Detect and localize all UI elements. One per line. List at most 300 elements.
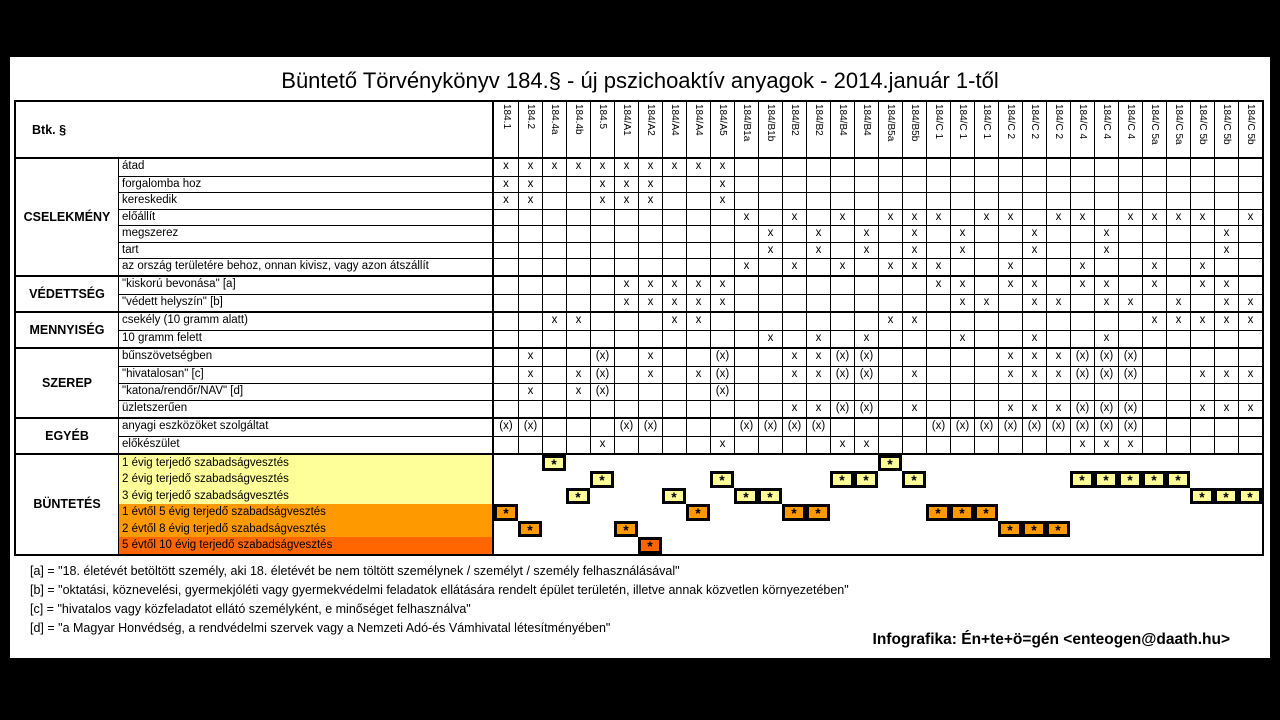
data-cell: [1070, 488, 1094, 505]
data-cell: [1022, 504, 1046, 521]
data-cell: [494, 349, 518, 366]
data-cell: x: [1022, 367, 1046, 383]
row-label: előkészület: [119, 437, 494, 453]
data-cell: [1166, 367, 1190, 383]
data-cell: [494, 401, 518, 417]
row-label: 1 évig terjedő szabadságvesztés: [119, 455, 494, 472]
data-cell: x: [1094, 277, 1118, 294]
data-cell: [998, 471, 1022, 488]
data-cell: [902, 331, 926, 347]
data-cell: [878, 401, 902, 417]
data-cell: [902, 419, 926, 436]
data-cell: [1214, 537, 1238, 554]
data-cell: (x): [1118, 419, 1142, 436]
data-cell: [974, 243, 998, 259]
row-cells: [494, 277, 1262, 294]
data-cell: [1070, 193, 1094, 209]
data-cell: [494, 295, 518, 311]
data-cell: x: [1238, 401, 1262, 417]
punishment-cell: *: [782, 504, 806, 521]
data-cell: x: [806, 243, 830, 259]
data-cell: [998, 537, 1022, 554]
data-cell: [590, 419, 614, 436]
data-cell: x: [1070, 259, 1094, 275]
data-cell: [542, 367, 566, 383]
data-cell: [614, 437, 638, 453]
data-cell: [710, 259, 734, 275]
data-cell: [1142, 455, 1166, 472]
column-header: 184.1: [501, 104, 512, 130]
column-header: 184/B1b: [758, 102, 782, 157]
data-cell: [686, 226, 710, 242]
data-cell: [566, 537, 590, 554]
data-cell: [1190, 226, 1214, 242]
data-cell: [1094, 384, 1118, 400]
data-cell: [1166, 437, 1190, 453]
data-cell: [1238, 193, 1262, 209]
data-cell: x: [662, 277, 686, 294]
row-label: megszerez: [119, 226, 494, 242]
data-cell: [1094, 210, 1118, 226]
data-cell: [1142, 419, 1166, 436]
data-cell: x: [590, 177, 614, 193]
data-cell: x: [1094, 295, 1118, 311]
data-cell: [998, 243, 1022, 259]
data-cell: [566, 295, 590, 311]
data-cell: [542, 295, 566, 311]
data-cell: [566, 243, 590, 259]
row-label: "katona/rendőr/NAV" [d]: [119, 384, 494, 400]
data-cell: [758, 177, 782, 193]
footnote-line-b: [b] = "oktatási, köznevelési, gyermekjóléti vagy gyermekvédelmi feladatok ellátására rendelt épület területén, illetve annak közvetlen környezetében": [30, 583, 849, 597]
data-cell: [1190, 437, 1214, 453]
row-cells: [494, 313, 1262, 330]
data-cell: [782, 471, 806, 488]
punishment-cell: *: [830, 471, 854, 488]
data-cell: [950, 537, 974, 554]
row-cells: [494, 437, 1262, 453]
data-cell: [974, 384, 998, 400]
data-cell: x: [542, 313, 566, 330]
data-cell: x: [662, 159, 686, 176]
data-cell: [1070, 504, 1094, 521]
data-cell: x: [1190, 401, 1214, 417]
data-cell: x: [638, 295, 662, 311]
data-cell: [542, 226, 566, 242]
data-cell: x: [1214, 243, 1238, 259]
group-rows: [119, 277, 1262, 311]
data-cell: [758, 313, 782, 330]
data-cell: [878, 488, 902, 505]
data-cell: [638, 243, 662, 259]
data-cell: [998, 313, 1022, 330]
data-cell: [734, 537, 758, 554]
data-cell: [566, 259, 590, 275]
punishment-cell: *: [1190, 488, 1214, 505]
data-cell: [782, 277, 806, 294]
data-cell: [1166, 455, 1190, 472]
data-cell: x: [710, 295, 734, 311]
data-cell: [926, 243, 950, 259]
row-cells: [494, 210, 1262, 226]
data-cell: [710, 401, 734, 417]
group-rows: [119, 419, 1262, 453]
data-cell: [566, 277, 590, 294]
data-cell: [878, 471, 902, 488]
data-cell: [1070, 313, 1094, 330]
row-label: csekély (10 gramm alatt): [119, 313, 494, 330]
data-cell: [542, 521, 566, 538]
data-cell: [590, 277, 614, 294]
data-cell: [1094, 177, 1118, 193]
data-cell: [494, 277, 518, 294]
data-cell: [1142, 243, 1166, 259]
data-cell: x: [1046, 401, 1070, 417]
data-cell: [494, 259, 518, 275]
table-row: [119, 313, 1262, 330]
data-cell: [638, 455, 662, 472]
data-cell: [614, 243, 638, 259]
data-cell: [518, 401, 542, 417]
data-cell: [494, 243, 518, 259]
data-cell: [590, 243, 614, 259]
data-cell: [878, 295, 902, 311]
data-cell: [734, 521, 758, 538]
punishment-cell: *: [806, 504, 830, 521]
column-header: 184/B4: [830, 102, 854, 157]
data-cell: [566, 471, 590, 488]
data-cell: [1118, 504, 1142, 521]
data-cell: x: [854, 243, 878, 259]
data-cell: [1214, 504, 1238, 521]
column-header: 184/C 5a: [1166, 102, 1190, 157]
data-cell: [710, 488, 734, 505]
data-cell: [1046, 437, 1070, 453]
data-cell: [782, 437, 806, 453]
data-cell: [1238, 177, 1262, 193]
data-cell: [1118, 243, 1142, 259]
data-cell: x: [806, 331, 830, 347]
data-cell: [1166, 349, 1190, 366]
data-cell: [950, 367, 974, 383]
data-cell: [1238, 331, 1262, 347]
data-cell: x: [686, 159, 710, 176]
data-cell: (x): [1070, 419, 1094, 436]
table-row: [119, 277, 1262, 294]
data-cell: [686, 243, 710, 259]
row-label: átad: [119, 159, 494, 176]
data-cell: [854, 384, 878, 400]
row-cells: [494, 504, 1262, 521]
data-cell: x: [950, 295, 974, 311]
column-headers: [494, 102, 1262, 157]
data-cell: [902, 437, 926, 453]
data-cell: x: [902, 243, 926, 259]
data-cell: x: [686, 277, 710, 294]
data-cell: [710, 455, 734, 472]
group-label-mennyiseg: MENNYISÉG: [16, 313, 119, 347]
data-cell: [1118, 521, 1142, 538]
data-cell: [518, 295, 542, 311]
data-cell: [1190, 521, 1214, 538]
data-cell: [734, 193, 758, 209]
data-cell: [1238, 384, 1262, 400]
data-cell: [710, 313, 734, 330]
data-cell: [1214, 193, 1238, 209]
data-cell: x: [710, 277, 734, 294]
data-cell: [1214, 177, 1238, 193]
data-cell: x: [1094, 243, 1118, 259]
data-cell: [686, 331, 710, 347]
data-cell: [542, 537, 566, 554]
data-cell: x: [902, 226, 926, 242]
data-cell: [998, 159, 1022, 176]
data-cell: x: [1094, 226, 1118, 242]
data-cell: [1166, 331, 1190, 347]
punishment-cell: *: [614, 521, 638, 538]
data-cell: x: [662, 313, 686, 330]
data-cell: [734, 226, 758, 242]
data-cell: [494, 313, 518, 330]
data-cell: [1166, 193, 1190, 209]
data-cell: [566, 177, 590, 193]
column-header: 184/C 5b: [1238, 102, 1262, 157]
data-cell: [998, 331, 1022, 347]
data-cell: x: [638, 177, 662, 193]
data-cell: [1046, 504, 1070, 521]
data-cell: x: [1142, 277, 1166, 294]
data-cell: [782, 313, 806, 330]
column-header: 184/C 4: [1094, 102, 1118, 157]
data-cell: x: [1022, 349, 1046, 366]
data-cell: (x): [830, 367, 854, 383]
data-cell: [830, 331, 854, 347]
data-cell: [806, 488, 830, 505]
data-cell: x: [1118, 295, 1142, 311]
data-cell: [1166, 159, 1190, 176]
data-cell: [1190, 243, 1214, 259]
data-cell: [878, 504, 902, 521]
data-cell: [1166, 277, 1190, 294]
group-label-buntetes: BÜNTETÉS: [16, 455, 119, 554]
data-cell: [638, 401, 662, 417]
data-cell: [710, 210, 734, 226]
data-cell: [686, 210, 710, 226]
data-cell: [542, 210, 566, 226]
data-cell: [1190, 193, 1214, 209]
data-cell: (x): [1118, 401, 1142, 417]
data-cell: [1214, 455, 1238, 472]
row-label: az ország területére behoz, onnan kivisz, vagy azon átszállít: [119, 259, 494, 275]
data-cell: (x): [854, 349, 878, 366]
column-header: 184/A4: [686, 102, 710, 157]
data-cell: x: [734, 259, 758, 275]
data-cell: (x): [854, 401, 878, 417]
data-cell: x: [503, 177, 509, 190]
data-cell: [662, 367, 686, 383]
data-cell: x: [503, 160, 509, 172]
data-cell: [974, 349, 998, 366]
data-cell: [638, 313, 662, 330]
data-cell: [926, 384, 950, 400]
data-cell: [1118, 313, 1142, 330]
data-cell: [926, 367, 950, 383]
data-cell: x: [950, 331, 974, 347]
data-cell: x: [926, 277, 950, 294]
row-label: 1 évtől 5 évig terjedő szabadságvesztés: [119, 504, 494, 521]
data-cell: [926, 537, 950, 554]
data-cell: [518, 226, 542, 242]
data-cell: [878, 537, 902, 554]
data-cell: [1142, 437, 1166, 453]
data-cell: [806, 277, 830, 294]
data-cell: [614, 313, 638, 330]
column-header: 184/A4: [662, 102, 686, 157]
data-cell: [1118, 384, 1142, 400]
data-cell: [830, 537, 854, 554]
data-cell: [1046, 537, 1070, 554]
table-row: [119, 400, 1262, 417]
row-cells: [494, 259, 1262, 275]
data-cell: [782, 488, 806, 505]
punishment-cell: *: [518, 521, 542, 538]
data-cell: [494, 455, 518, 472]
data-cell: [830, 455, 854, 472]
data-cell: [782, 243, 806, 259]
data-cell: [542, 437, 566, 453]
row-label: "hivatalosan" [c]: [119, 367, 494, 383]
table-row: [119, 258, 1262, 275]
data-cell: [566, 437, 590, 453]
data-cell: [686, 437, 710, 453]
data-cell: [734, 295, 758, 311]
data-cell: [1118, 226, 1142, 242]
data-cell: (x): [830, 401, 854, 417]
data-cell: [542, 488, 566, 505]
data-cell: [542, 401, 566, 417]
data-cell: [614, 331, 638, 347]
data-cell: x: [662, 295, 686, 311]
data-cell: [710, 521, 734, 538]
data-cell: [782, 295, 806, 311]
data-cell: [998, 384, 1022, 400]
data-cell: [518, 313, 542, 330]
row-label: üzletszerűen: [119, 401, 494, 417]
data-cell: [518, 455, 542, 472]
column-header: 184/B5a: [878, 102, 902, 157]
data-cell: [566, 504, 590, 521]
btk-table: [14, 100, 1264, 556]
data-cell: [662, 401, 686, 417]
data-cell: [974, 177, 998, 193]
data-cell: x: [1214, 313, 1238, 330]
row-label: "védett helyszín" [b]: [119, 295, 494, 311]
data-cell: [830, 159, 854, 176]
data-cell: [614, 367, 638, 383]
data-cell: [1214, 521, 1238, 538]
data-cell: [518, 259, 542, 275]
data-cell: [758, 455, 782, 472]
row-label: anyagi eszközöket szolgáltat: [119, 419, 494, 436]
data-cell: [1118, 488, 1142, 505]
data-cell: (x): [710, 349, 734, 366]
table-row: [119, 419, 1262, 436]
punishment-cell: *: [1094, 471, 1118, 488]
data-cell: (x): [830, 349, 854, 366]
data-cell: [1118, 177, 1142, 193]
data-cell: [926, 521, 950, 538]
data-cell: [902, 537, 926, 554]
table-row: [119, 383, 1262, 400]
data-cell: [1214, 259, 1238, 275]
data-cell: [662, 193, 686, 209]
data-cell: [830, 243, 854, 259]
data-cell: [758, 193, 782, 209]
data-cell: x: [974, 210, 998, 226]
column-header: 184/C 5b: [1214, 102, 1238, 157]
data-cell: x: [1214, 401, 1238, 417]
row-cells: [494, 471, 1262, 488]
data-cell: [926, 455, 950, 472]
data-cell: [950, 488, 974, 505]
column-header: 184/C 4: [1118, 102, 1142, 157]
data-cell: [854, 537, 878, 554]
data-cell: [686, 349, 710, 366]
data-cell: [1094, 537, 1118, 554]
data-cell: [782, 537, 806, 554]
data-cell: [710, 331, 734, 347]
column-header: 184.4a: [542, 102, 566, 157]
column-header: 184/C 1: [974, 102, 998, 157]
group-label-szerep: SZEREP: [16, 349, 119, 417]
data-cell: [974, 471, 998, 488]
data-cell: [1094, 313, 1118, 330]
data-cell: [1070, 537, 1094, 554]
data-cell: x: [806, 226, 830, 242]
data-cell: [758, 471, 782, 488]
punishment-cell: *: [734, 488, 758, 505]
data-cell: x: [638, 159, 662, 176]
page-title: Büntető Törvénykönyv 184.§ - új pszichoaktív anyagok - 2014.január 1-től: [281, 68, 999, 93]
punishment-cell: *: [638, 537, 662, 554]
data-cell: (x): [499, 419, 513, 432]
data-cell: [1046, 243, 1070, 259]
data-cell: [1166, 226, 1190, 242]
data-cell: (x): [1094, 367, 1118, 383]
data-cell: [974, 193, 998, 209]
data-cell: x: [902, 367, 926, 383]
data-cell: [830, 384, 854, 400]
data-cell: x: [998, 259, 1022, 275]
row-cells: [494, 177, 1262, 193]
row-label: előállít: [119, 210, 494, 226]
data-cell: [1166, 401, 1190, 417]
data-cell: [902, 349, 926, 366]
content-area: [10, 57, 1270, 658]
data-cell: x: [1022, 243, 1046, 259]
data-cell: [854, 313, 878, 330]
data-cell: [1142, 367, 1166, 383]
data-cell: [1142, 537, 1166, 554]
data-cell: [734, 177, 758, 193]
data-cell: [758, 210, 782, 226]
data-cell: [638, 521, 662, 538]
data-cell: (x): [782, 419, 806, 436]
data-cell: [590, 313, 614, 330]
data-cell: [998, 488, 1022, 505]
row-cells: [494, 521, 1262, 538]
data-cell: [758, 521, 782, 538]
